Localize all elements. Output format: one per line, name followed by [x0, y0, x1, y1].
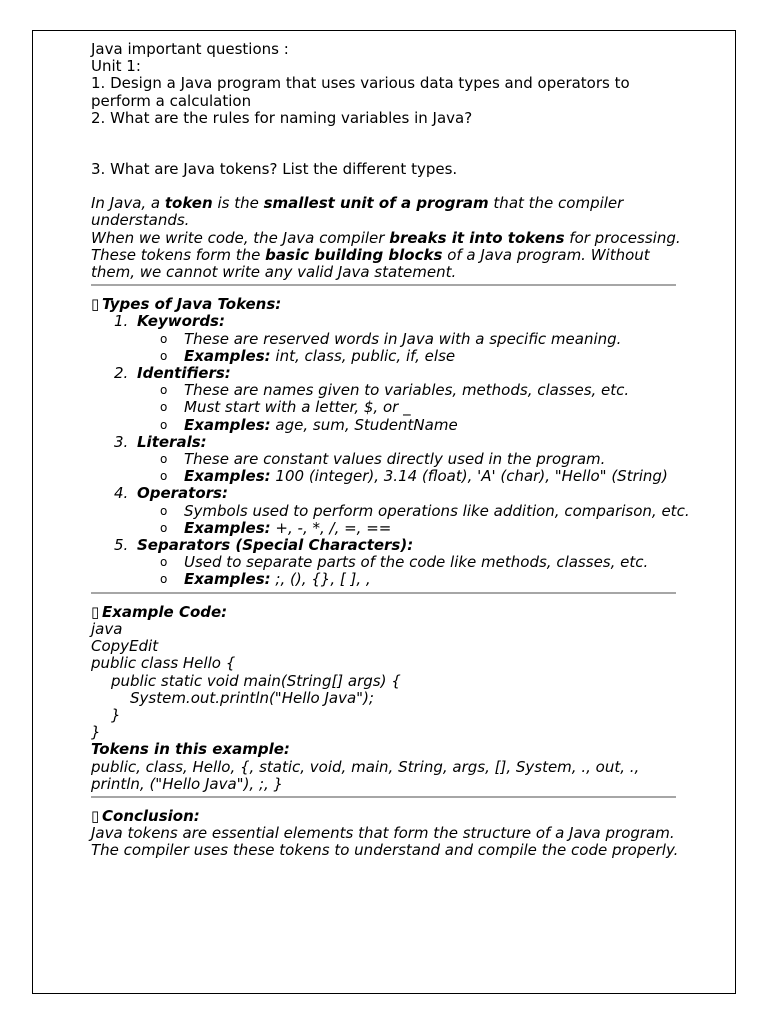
intro-line-1: In Java, a token is the smallest unit of a program that the compiler understands. [91, 194, 624, 230]
token-type-literals: 3. Literals: o These are constant values directly used in the program. o Examples: 100 (integer), 3.14 (float), 'A' (char), "Hello" (String) [91, 434, 691, 486]
conclusion-heading: ▯ Conclusion: [91, 806, 200, 825]
bullet-icon: o [160, 503, 168, 518]
token-type-name: Operators: [137, 484, 228, 503]
token-type-name: Separators (Special Characters): [137, 536, 414, 555]
token-type-keywords: 1. Keywords: o These are reserved words in Java with a specific meaning. o Examples: int, class, public, if, else [91, 313, 691, 365]
bullet-icon: o [160, 383, 168, 398]
question-1: 1. Design a Java program that uses various data types and operators to perform a calculation [91, 74, 630, 110]
document-title: Java important questions : [91, 40, 289, 58]
bullet-icon: o [160, 348, 168, 363]
list-item: o Examples: age, sum, StudentName [160, 415, 458, 434]
code-line: } [111, 705, 121, 724]
copy-edit-label: CopyEdit [91, 637, 159, 656]
token-types-list [91, 313, 691, 588]
document-body [91, 41, 691, 860]
token-type-separators: 5. Separators (Special Characters): o Used to separate parts of the code like methods, classes, etc. o Examples: ;, (), {}, [ ], , [91, 537, 691, 589]
bullet-icon: o [160, 452, 168, 467]
spacer [91, 178, 691, 195]
bullet-icon: o [160, 331, 168, 346]
token-type-identifiers: 2. Identifiers: o These are names given to variables, methods, classes, etc. o Must start with a letter, $, or _ o Examples: age, sum, StudentName [91, 365, 691, 434]
token-type-name: Keywords: [137, 312, 225, 331]
list-item: o Must start with a letter, $, or _ [160, 398, 411, 417]
list-item: o These are constant values directly used in the program. [160, 450, 606, 469]
bullet-icon: o [160, 417, 168, 432]
token-type-name: Literals: [137, 432, 207, 451]
list-item: o Examples: 100 (integer), 3.14 (float), 'A' (char), "Hello" (String) [160, 467, 668, 486]
token-type-name: Identifiers: [137, 364, 231, 383]
types-heading: ▯ Types of Java Tokens: [91, 295, 282, 314]
question-3: 3. What are Java tokens? List the different types. [91, 160, 458, 179]
code-line: System.out.println("Hello Java"); [130, 688, 374, 707]
placeholder-glyph-icon: ▯ [91, 295, 100, 314]
bullet-icon: o [160, 469, 168, 484]
bullet-icon: o [160, 572, 168, 587]
placeholder-glyph-icon: ▯ [91, 806, 100, 825]
list-item: o These are names given to variables, methods, classes, etc. [160, 381, 630, 400]
list-item: o Examples: int, class, public, if, else [160, 346, 456, 365]
bullet-icon: o [160, 520, 168, 535]
conclusion-text: Java tokens are essential elements that form the structure of a Java program. The compiler uses these tokens to understand and compile the code properly. [91, 824, 679, 860]
question-2: 2. What are the rules for naming variables in Java? [91, 108, 473, 127]
unit-label: Unit 1: [91, 57, 141, 76]
bullet-icon: o [160, 555, 168, 570]
bullet-icon: o [160, 400, 168, 415]
divider [91, 796, 676, 798]
code-language-label: java [91, 619, 123, 638]
intro-line-3: These tokens form the basic building blocks of a Java program. Without them, we cannot write any valid Java statement. [91, 245, 650, 282]
tokens-heading: Tokens in this example: [91, 740, 290, 759]
divider [91, 592, 676, 594]
list-item: o Examples: ;, (), {}, [ ], , [160, 570, 371, 589]
spacer [91, 127, 691, 161]
divider [91, 284, 676, 286]
code-line: public class Hello { [91, 654, 236, 673]
token-type-operators: 4. Operators: o Symbols used to perform operations like addition, comparison, etc. o Examples: +, -, *, /, =, == [114, 484, 690, 537]
code-line: public static void main(String[] args) { [111, 671, 401, 690]
list-item: o These are reserved words in Java with a specific meaning. [160, 329, 622, 348]
tokens-list: public, class, Hello, {, static, void, main, String, args, [], System, ., out, ., println, ("Hello Java"), ;, } [91, 757, 640, 793]
placeholder-glyph-icon: ▯ [91, 602, 100, 621]
intro-line-2: When we write code, the Java compiler breaks it into tokens for processing. [91, 228, 681, 247]
code-line: } [91, 723, 101, 742]
list-item: o Used to separate parts of the code like methods, classes, etc. [160, 553, 649, 572]
example-heading: ▯ Example Code: [91, 602, 228, 621]
list-item: o Symbols used to perform operations like addition, comparison, etc. [160, 501, 690, 520]
list-item: o Examples: +, -, *, /, =, == [160, 518, 392, 537]
